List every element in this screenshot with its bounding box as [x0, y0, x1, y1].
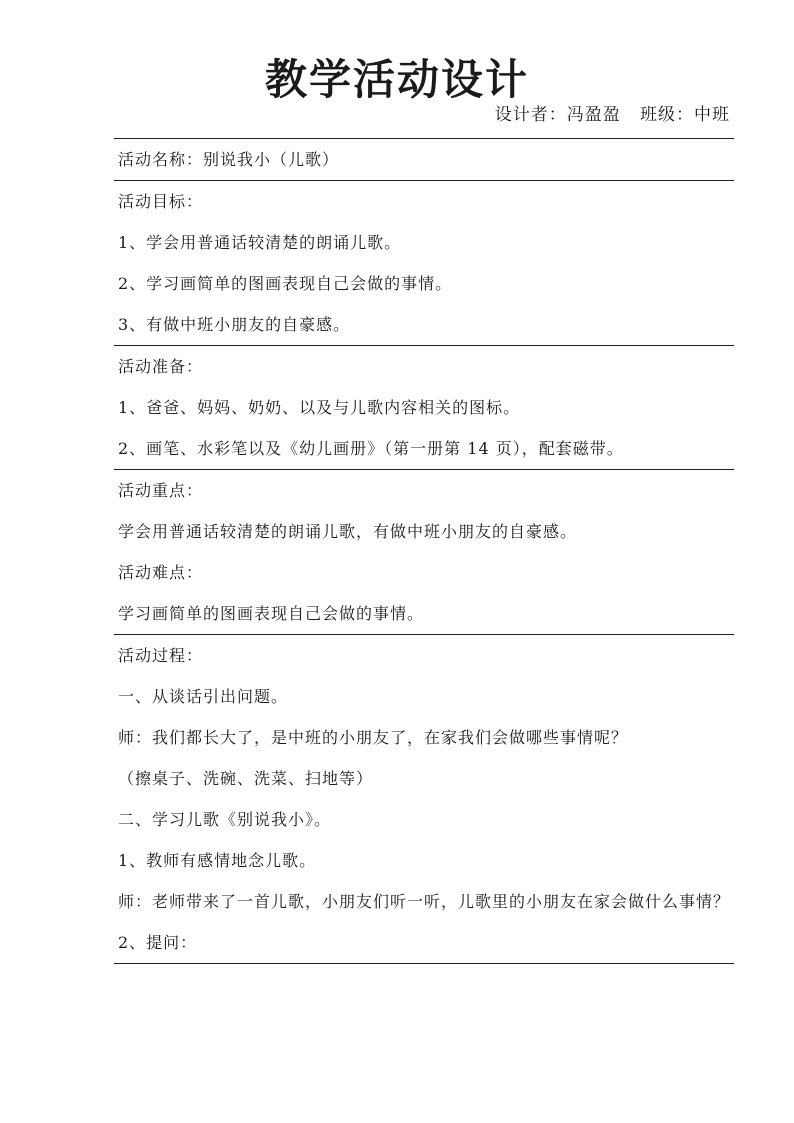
- preparation-item-2: 2、画笔、水彩笔以及《幼儿画册》（第一册第 14 页），配套磁带。: [118, 438, 624, 458]
- process-step-1: 一、从谈话引出问题。: [118, 686, 289, 706]
- designer-class-info: 设计者：冯盈盈 班级：中班: [494, 105, 730, 125]
- activity-name-line: 活动名称：别说我小（儿歌）: [118, 149, 340, 169]
- key-point-text: 学会用普通话较清楚的朗诵儿歌，有做中班小朋友的自豪感。: [118, 521, 578, 541]
- section-activity-goals: [114, 181, 734, 346]
- lesson-plan-table: [114, 138, 734, 964]
- preparation-item-1: 1、爸爸、妈妈、奶奶、以及与儿歌内容相关的图标。: [118, 397, 521, 417]
- section-activity-process: [114, 635, 734, 964]
- goal-item-3: 3、有做中班小朋友的自豪感。: [118, 314, 351, 334]
- goal-item-1: 1、学会用普通话较清楚的朗诵儿歌。: [118, 232, 402, 252]
- section-activity-preparation: [114, 346, 734, 470]
- process-substep-1: 1、教师有感情地念儿歌。: [118, 850, 317, 870]
- process-teacher-intro: 师：老师带来了一首儿歌，小朋友们听一听，儿歌里的小朋友在家会做什么事情？: [118, 891, 731, 911]
- process-step-2: 二、学习儿歌《别说我小》。: [118, 809, 332, 829]
- goal-item-2: 2、学习画简单的图画表现自己会做的事情。: [118, 273, 453, 293]
- process-examples: （擦桌子、洗碗、洗菜、扫地等）: [118, 768, 374, 788]
- difficult-point-text: 学习画简单的图画表现自己会做的事情。: [118, 603, 425, 623]
- section-key-and-difficult-points: [114, 470, 734, 635]
- preparation-heading: 活动准备：: [118, 356, 204, 376]
- key-point-heading: 活动重点：: [118, 480, 204, 500]
- process-substep-2: 2、提问：: [118, 932, 198, 952]
- difficult-point-heading: 活动难点：: [118, 562, 204, 582]
- process-heading: 活动过程：: [118, 645, 204, 665]
- document-title: 教学活动设计: [264, 55, 529, 104]
- section-activity-name: [114, 139, 734, 181]
- process-teacher-question: 师：我们都长大了，是中班的小朋友了，在家我们会做哪些事情呢？: [118, 727, 629, 747]
- goals-heading: 活动目标：: [118, 191, 204, 211]
